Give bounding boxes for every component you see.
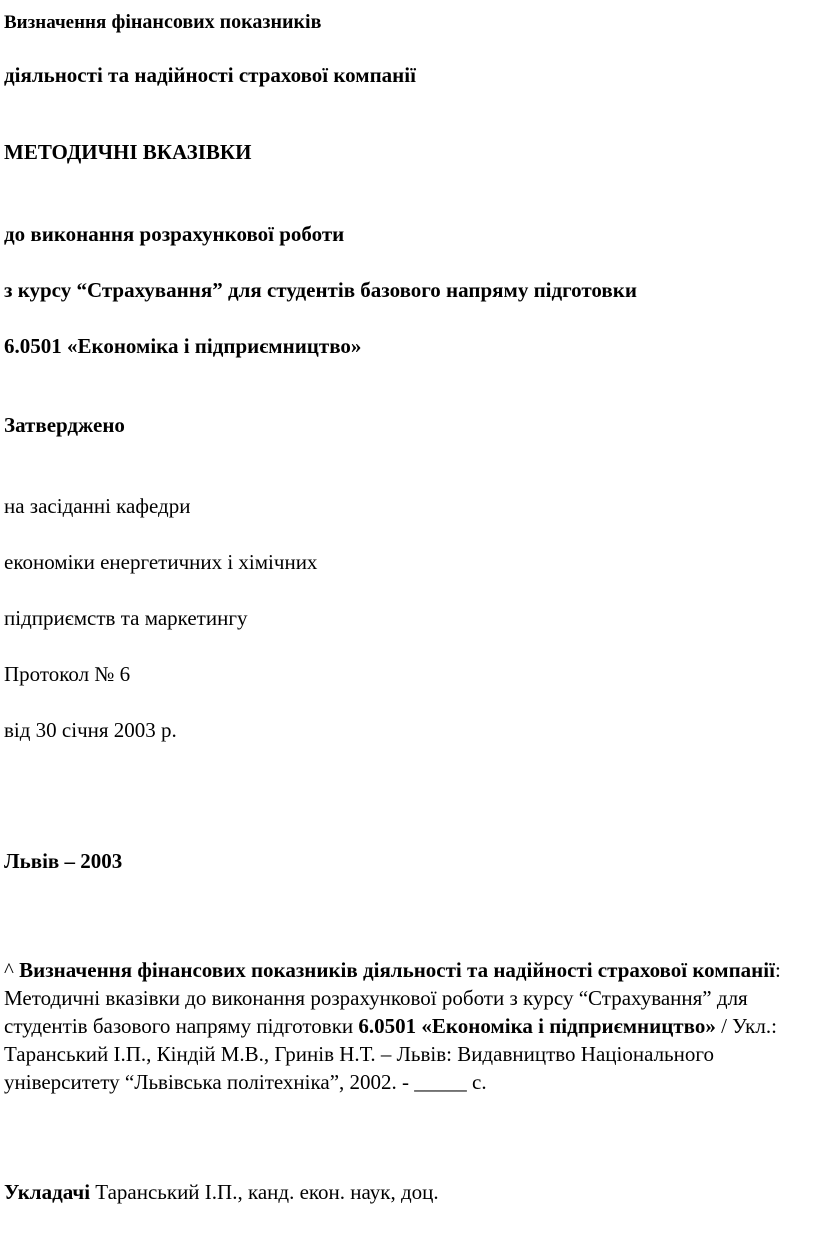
- approval-line-3: підприємств та маркетингу: [4, 606, 248, 630]
- citation-paragraph: [4, 956, 810, 1096]
- citation-program: 6.0501 «Економіка і підприємництво»: [358, 1014, 716, 1038]
- title-word-1: Визначення: [4, 12, 107, 33]
- approval-line-1: на засіданні кафедри: [4, 494, 191, 518]
- citation-text-2: / Укл.: Таранський І.П., Кіндій М.В., Гринів Н.Т. – Львів: Видавництво Національного університету “Львівська політехніка”, 2002. - _____ с.: [4, 1014, 777, 1094]
- program-line: 6.0501 «Економіка і підприємництво»: [4, 334, 362, 358]
- caret-symbol: ^: [4, 958, 14, 982]
- title-line-2: діяльності та надійності страхової компанії: [4, 63, 416, 87]
- citation-text-1: : Методичні вказівки до виконання розрахункової роботи з курсу “Страхування” для студентів базового напряму підготовки: [4, 958, 781, 1038]
- compilers-text: Таранський І.П., канд. екон. наук, доц.: [90, 1180, 439, 1204]
- approval-label: Затверджено: [4, 413, 125, 437]
- approval-line-2: економіки енергетичних і хімічних: [4, 550, 318, 574]
- compilers-line: [4, 1180, 439, 1204]
- subtitle-line-2: з курсу “Страхування” для студентів базового напряму підготовки: [4, 278, 637, 302]
- protocol-line: Протокол № 6: [4, 662, 131, 686]
- compilers-label: Укладачі: [4, 1180, 91, 1204]
- citation-title: Визначення фінансових показників діяльності та надійності страхової компанії: [19, 958, 775, 982]
- date-line: від 30 січня 2003 р.: [4, 718, 177, 742]
- document-heading: МЕТОДИЧНІ ВКАЗІВКИ: [4, 140, 252, 164]
- subtitle-line-1: до виконання розрахункової роботи: [4, 222, 345, 246]
- title-word-2: фінансових показників: [111, 11, 322, 33]
- title-line-1: [4, 9, 321, 35]
- place-year: Львів – 2003: [4, 849, 123, 873]
